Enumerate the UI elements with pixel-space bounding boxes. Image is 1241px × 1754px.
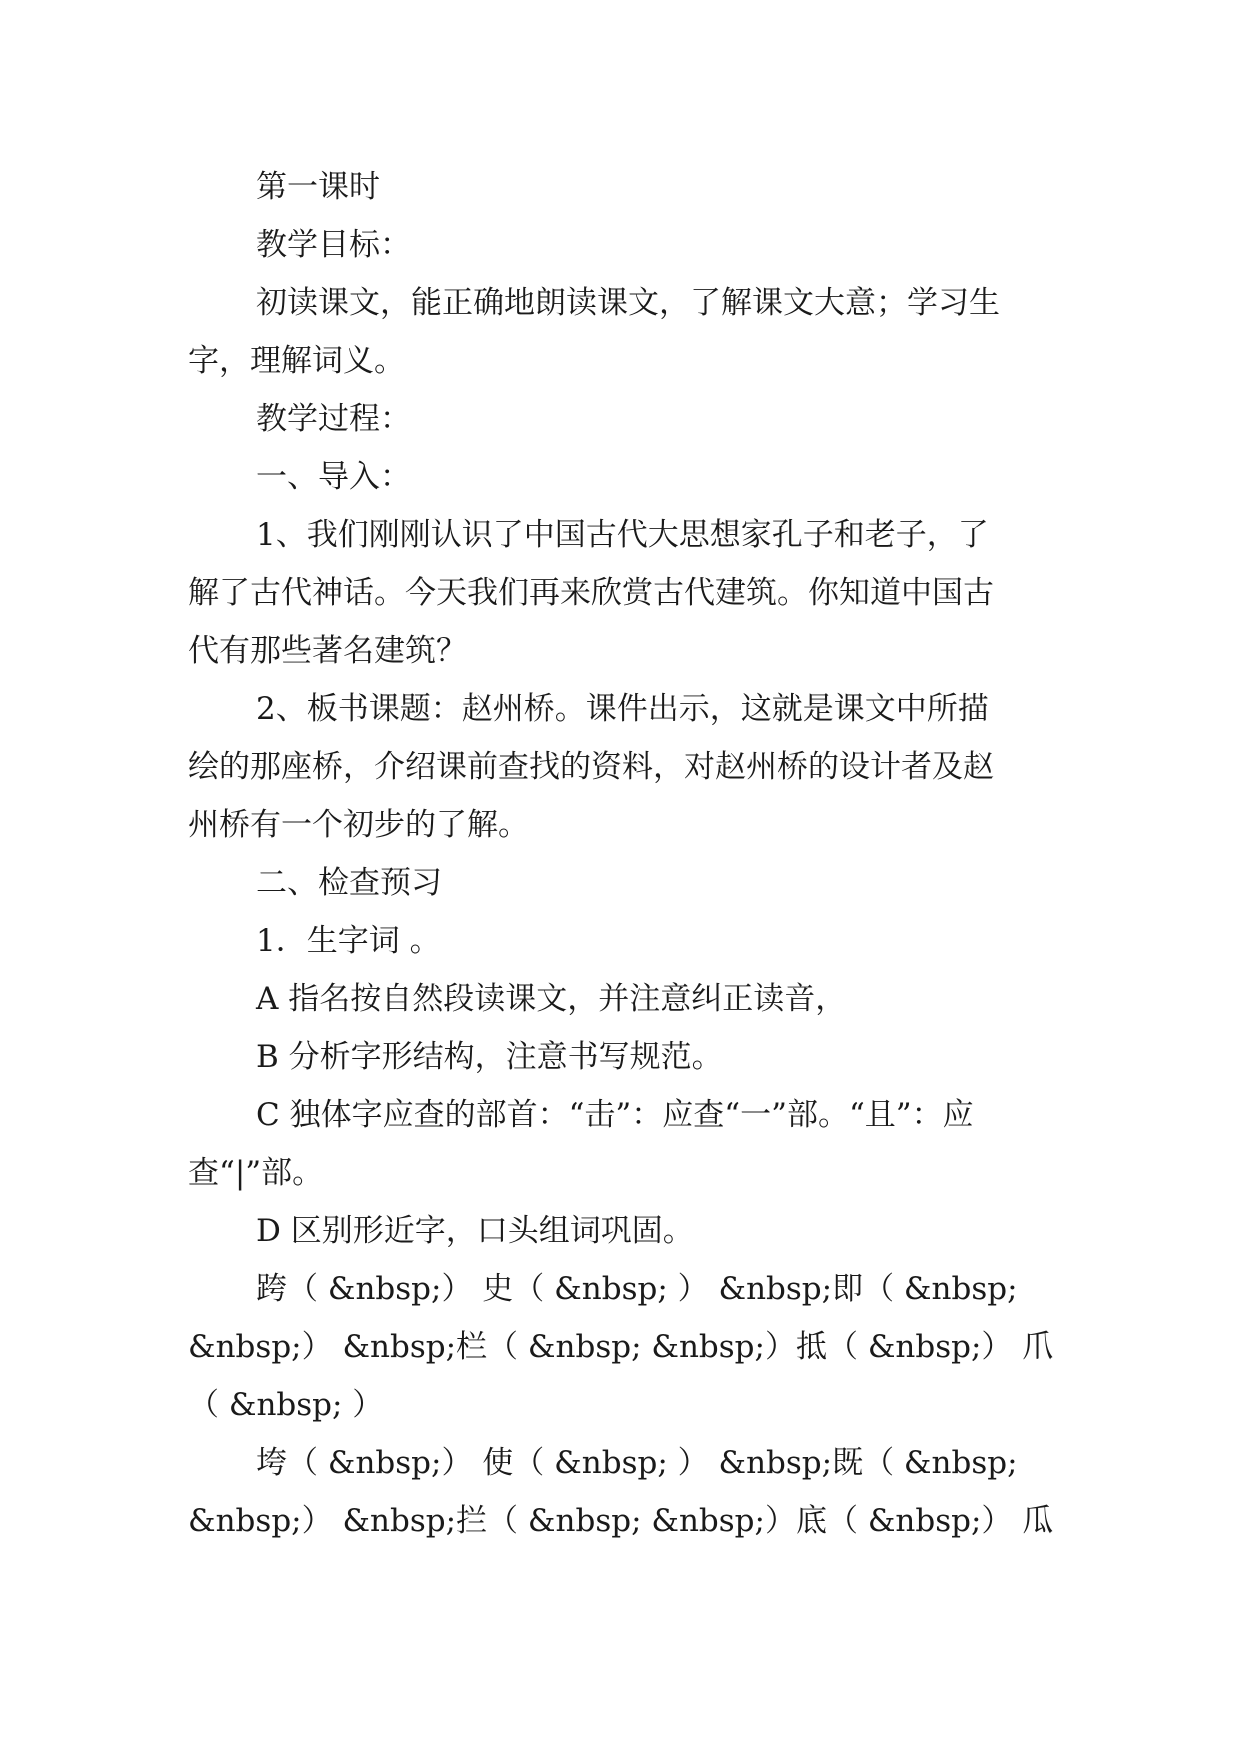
paragraph-line [188,622,1050,680]
word-exercise-line [188,1260,1050,1318]
paragraph-line [188,564,1050,622]
text-line: 教学过程： [256,401,411,437]
text-line: &nbsp;） &nbsp;拦（ &nbsp; &nbsp;）底（ &nbsp;） 瓜 [188,1503,1054,1539]
text-line: 二、检查预习 [256,865,442,901]
text-line: 解了古代神话。今天我们再来欣赏古代建筑。你知道中国古 [188,575,994,611]
section-heading [188,854,1050,912]
document-body [188,158,1054,1550]
paragraph-line [188,1202,1050,1260]
paragraph-line [188,506,1050,564]
paragraph-line [188,738,1050,796]
paragraph-line [188,680,1050,738]
text-line: B 分析字形结构，注意书写规范。 [256,1039,723,1075]
text-line: 绘的那座桥，介绍课前查找的资料，对赵州桥的设计者及赵 [188,749,994,785]
text-line: 1、我们刚刚认识了中国古代大思想家孔子和老子，了 [256,517,989,553]
paragraph-line [188,970,1050,1028]
text-line: （ &nbsp; ） [188,1387,384,1423]
text-line: 州桥有一个初步的了解。 [188,807,529,843]
text-line: D 区别形近字，口头组词巩固。 [256,1213,694,1249]
paragraph-line [188,1086,1050,1144]
text-line: 字，理解词义。 [188,343,405,379]
text-line: 2、板书课题：赵州桥。课件出示，这就是课文中所描 [256,691,989,727]
text-line: &nbsp;） &nbsp;栏（ &nbsp; &nbsp;）抵（ &nbsp;） 爪 [188,1329,1054,1365]
paragraph-line [188,1028,1050,1086]
text-line: 第一课时 [256,169,380,205]
lesson-period-heading [188,158,1050,216]
paragraph-line [188,796,1050,854]
text-line: 教学目标： [256,227,411,263]
text-line: C 独体字应查的部首：“击”：应查“一”部。“且”：应 [256,1097,974,1133]
text-line: 垮（ &nbsp;） 使（ &nbsp; ） &nbsp;既（ &nbsp; [256,1445,1018,1481]
paragraph-line [188,912,1050,970]
text-line: 初读课文，能正确地朗读课文，了解课文大意；学习生 [256,285,1000,321]
word-exercise-line [188,1376,1050,1434]
text-line: 一、导入： [256,459,411,495]
text-line: A 指名按自然段读课文，并注意纠正读音， [256,981,847,1017]
text-line: 代有那些著名建筑？ [188,633,467,669]
text-line: 查“|”部。 [188,1155,324,1191]
paragraph-line [188,1144,1050,1202]
word-exercise-line [188,1318,1054,1376]
text-line: 跨（ &nbsp;） 史（ &nbsp; ） &nbsp;即（ &nbsp; [256,1271,1018,1307]
paragraph-line [188,274,1050,332]
section-heading [188,448,1050,506]
teaching-goals-heading [188,216,1050,274]
word-exercise-line [188,1434,1050,1492]
teaching-process-heading [188,390,1050,448]
paragraph-line [188,332,1050,390]
word-exercise-line [188,1492,1054,1550]
text-line: 1．生字词 。 [256,923,441,959]
